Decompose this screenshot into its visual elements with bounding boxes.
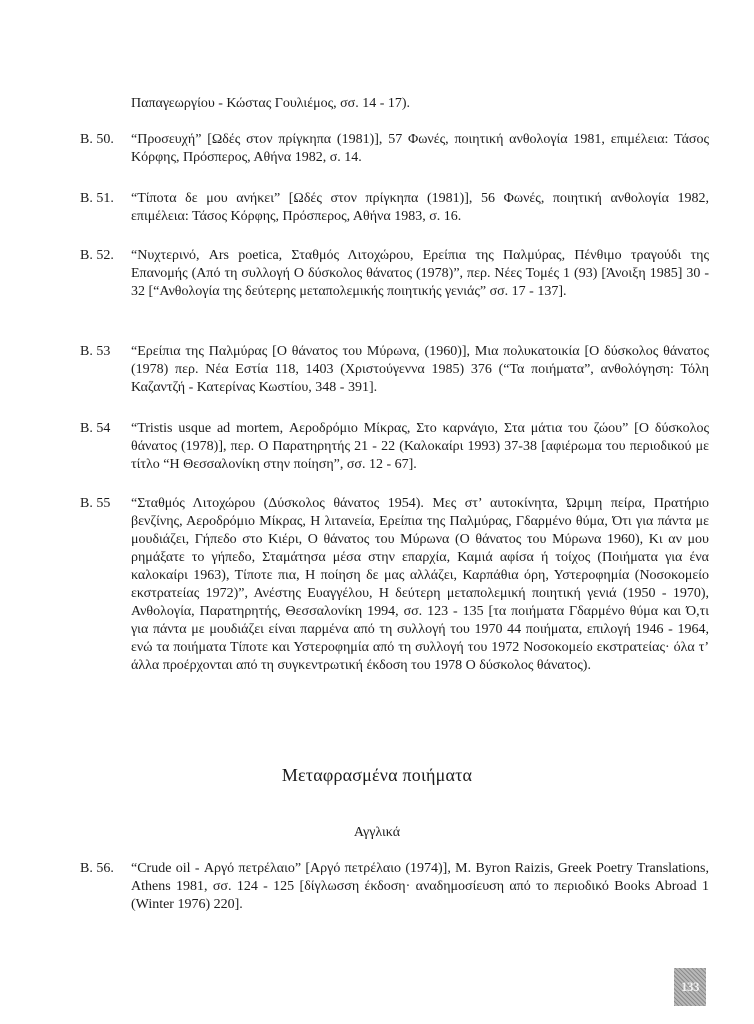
entry-text: “Crude oil - Αργό πετρέλαιο” [Αργό πετρέλαιο (1974)], M. Byron Raizis, Greek Poetry Translations, Athens 1981, σσ. 124 - 125 [δίγλωσση έκδοση· αναδημοσίευση από το περιοδικό Books Abroad 1 (Winter 1976) 220]. [131, 861, 709, 912]
entry-number: Β. 54 [80, 421, 111, 436]
entry-number: Β. 53 [80, 344, 111, 359]
page-number-badge: 133 [674, 968, 706, 1006]
entry-text: “Tristis usque ad mortem, Αεροδρόμιο Μίκρας, Στο καρνάγιο, Στα μάτια του ζώου” [Ο δύσκολος θάνατος (1978)], περ. Ο Παρατηρητής 21 - 22 (Καλοκαίρι 1993) 37-38 [αφιέρωμα του περιοδικού με τίτλο “Η Θεσσαλονίκη στην ποίηση”, σσ. 12 - 67]. [131, 421, 709, 472]
entry-text: “Νυχτερινό, Ars poetica, Σταθμός Λιτοχώρου, Ερείπια της Παλμύρας, Πένθιμο τραγούδι της Επανομής (Από τη συλλογή Ο δύσκολος θάνατος (1978)”, περ. Νέες Τομές 1 (93) [Άνοιξη 1985] 30 - 32 [“Ανθολογία της δεύτερης μεταπολεμικής ποιητικής γενιάς” σσ. 17 - 137]. [131, 248, 709, 299]
entry-number: Β. 52. [80, 248, 114, 263]
section-subheading: Αγγλικά [353, 825, 401, 840]
entry-number: Β. 51. [80, 191, 114, 206]
entry-number: Β. 50. [80, 132, 114, 147]
continuation-text: Παπαγεωργίου - Κώστας Γουλιέμος, σσ. 14 - 17). [131, 96, 411, 111]
entry-text: “Σταθμός Λιτοχώρου (Δύσκολος θάνατος 1954). Μες στ’ αυτοκίνητα, Ώριμη πείρα, Πρατήριο βενζίνης, Αεροδρόμιο Μίκρας, Η λιτανεία, Ερείπια της Παλμύρας, Γδαρμένο θύμα, Ότι για πάντα με μουδιάζει, Γήπεδο στο Κιέρι, Ο θάνατος του Μύρωνα (Ο θάνατος του Μύρωνα 1960), Κι αν μου ρημάξατε το γήπεδο, Σταμάτησα μέσα στην επαρχία, Καμιά αφίσα ή τοίχος (Ποιήματα για ένα καλοκαίρι 1963), Τίποτε πια, Η ποίηση δε μας αλλάζει, Καρπάθια όρη, Υστεροφημία (Νοσοκομείο εκστρατείας 1972)”, Ανέστης Ευαγγέλου, Η δεύτερη μεταπολεμική ποιητική γενιά (1950 - 1970), Ανθολογία, Παρατηρητής, Θεσσαλονίκη 1994, σσ. 123 - 135 [τα ποιήματα Γδαρμένο θύμα και Ό,τι για πάντα με μουδιάζει είναι παρμένα από τη συλλογή του 1970 44 ποιήματα, επιλογή 1946 - 1964, ενώ τα ποιήματα Τίποτε και Υστεροφημία από τη συλλογή του 1972 Νοσοκομείο εκστρατείας· όλα τ’ άλλα προέρχονται από τη συγκεντρωτική έκδοση του 1978 Ο δύσκολος θάνατος). [131, 496, 709, 673]
entry-number: Β. 56. [80, 861, 114, 876]
section-heading: Μεταφρασμένα ποιήματα [281, 765, 473, 785]
entry-text: “Προσευχή” [Ωδές στον πρίγκηπα (1981)], 57 Φωνές, ποιητική ανθολογία 1981, επιμέλεια: Τάσος Κόρφης, Πρόσπερος, Αθήνα 1982, σ. 14. [131, 132, 709, 165]
entry-number: Β. 55 [80, 496, 111, 511]
entry-text: “Ερείπια της Παλμύρας [Ο θάνατος του Μύρωνα, (1960)], Μια πολυκατοικία [Ο δύσκολος θάνατος (1978) περ. Νέα Εστία 118, 1403 (Χριστούγεννα 1985) 376 (“Τα ποιήματα”, ανθολόγηση: Τόλη Καζαντζή - Κατερίνας Κωστίου, 348 - 391]. [131, 344, 709, 395]
entry-text: “Τίποτα δε μου ανήκει” [Ωδές στον πρίγκηπα (1981)], 56 Φωνές, ποιητική ανθολογία 1982, επιμέλεια: Τάσος Κόρφης, Πρόσπερος, Αθήνα 1983, σ. 16. [131, 191, 709, 224]
